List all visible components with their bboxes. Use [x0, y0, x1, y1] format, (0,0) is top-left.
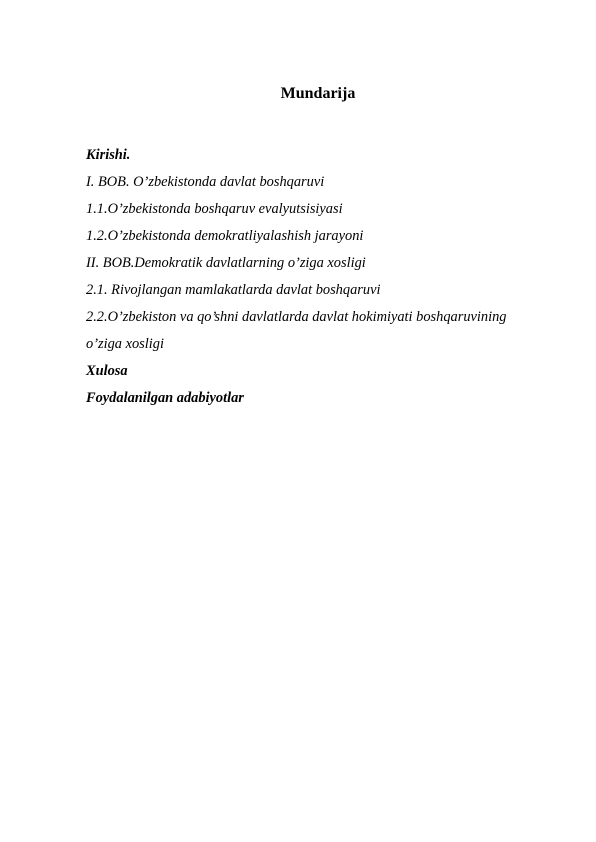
toc-item-chapter-1: I. BOB. O’zbekistonda davlat boshqaruvi [86, 174, 325, 190]
toc-item-section-1-1: 1.1.O’zbekistonda boshqaruv evalyutsisiyasi [86, 201, 343, 217]
toc-item-section-2-1: 2.1. Rivojlangan mamlakatlarda davlat boshqaruvi [86, 282, 381, 298]
toc-item-section-2-2: 2.2.O’zbekiston va qo’shni davlatlarda davlat hokimiyati boshqaruvining [86, 309, 507, 325]
page-title: Mundarija [280, 85, 356, 102]
toc-item-conclusion: Xulosa [86, 363, 128, 379]
toc-item-section-1-2: 1.2.O’zbekistonda demokratliyalashish jarayoni [86, 228, 364, 244]
toc-item-introduction: Kirishi. [86, 147, 131, 163]
toc-item-references: Foydalanilgan adabiyotlar [86, 390, 244, 406]
toc-item-section-2-2-continued: o’ziga xosligi [86, 336, 164, 352]
toc-item-chapter-2: II. BOB.Demokratik davlatlarning o’ziga xosligi [86, 255, 366, 271]
table-of-contents [86, 142, 556, 412]
